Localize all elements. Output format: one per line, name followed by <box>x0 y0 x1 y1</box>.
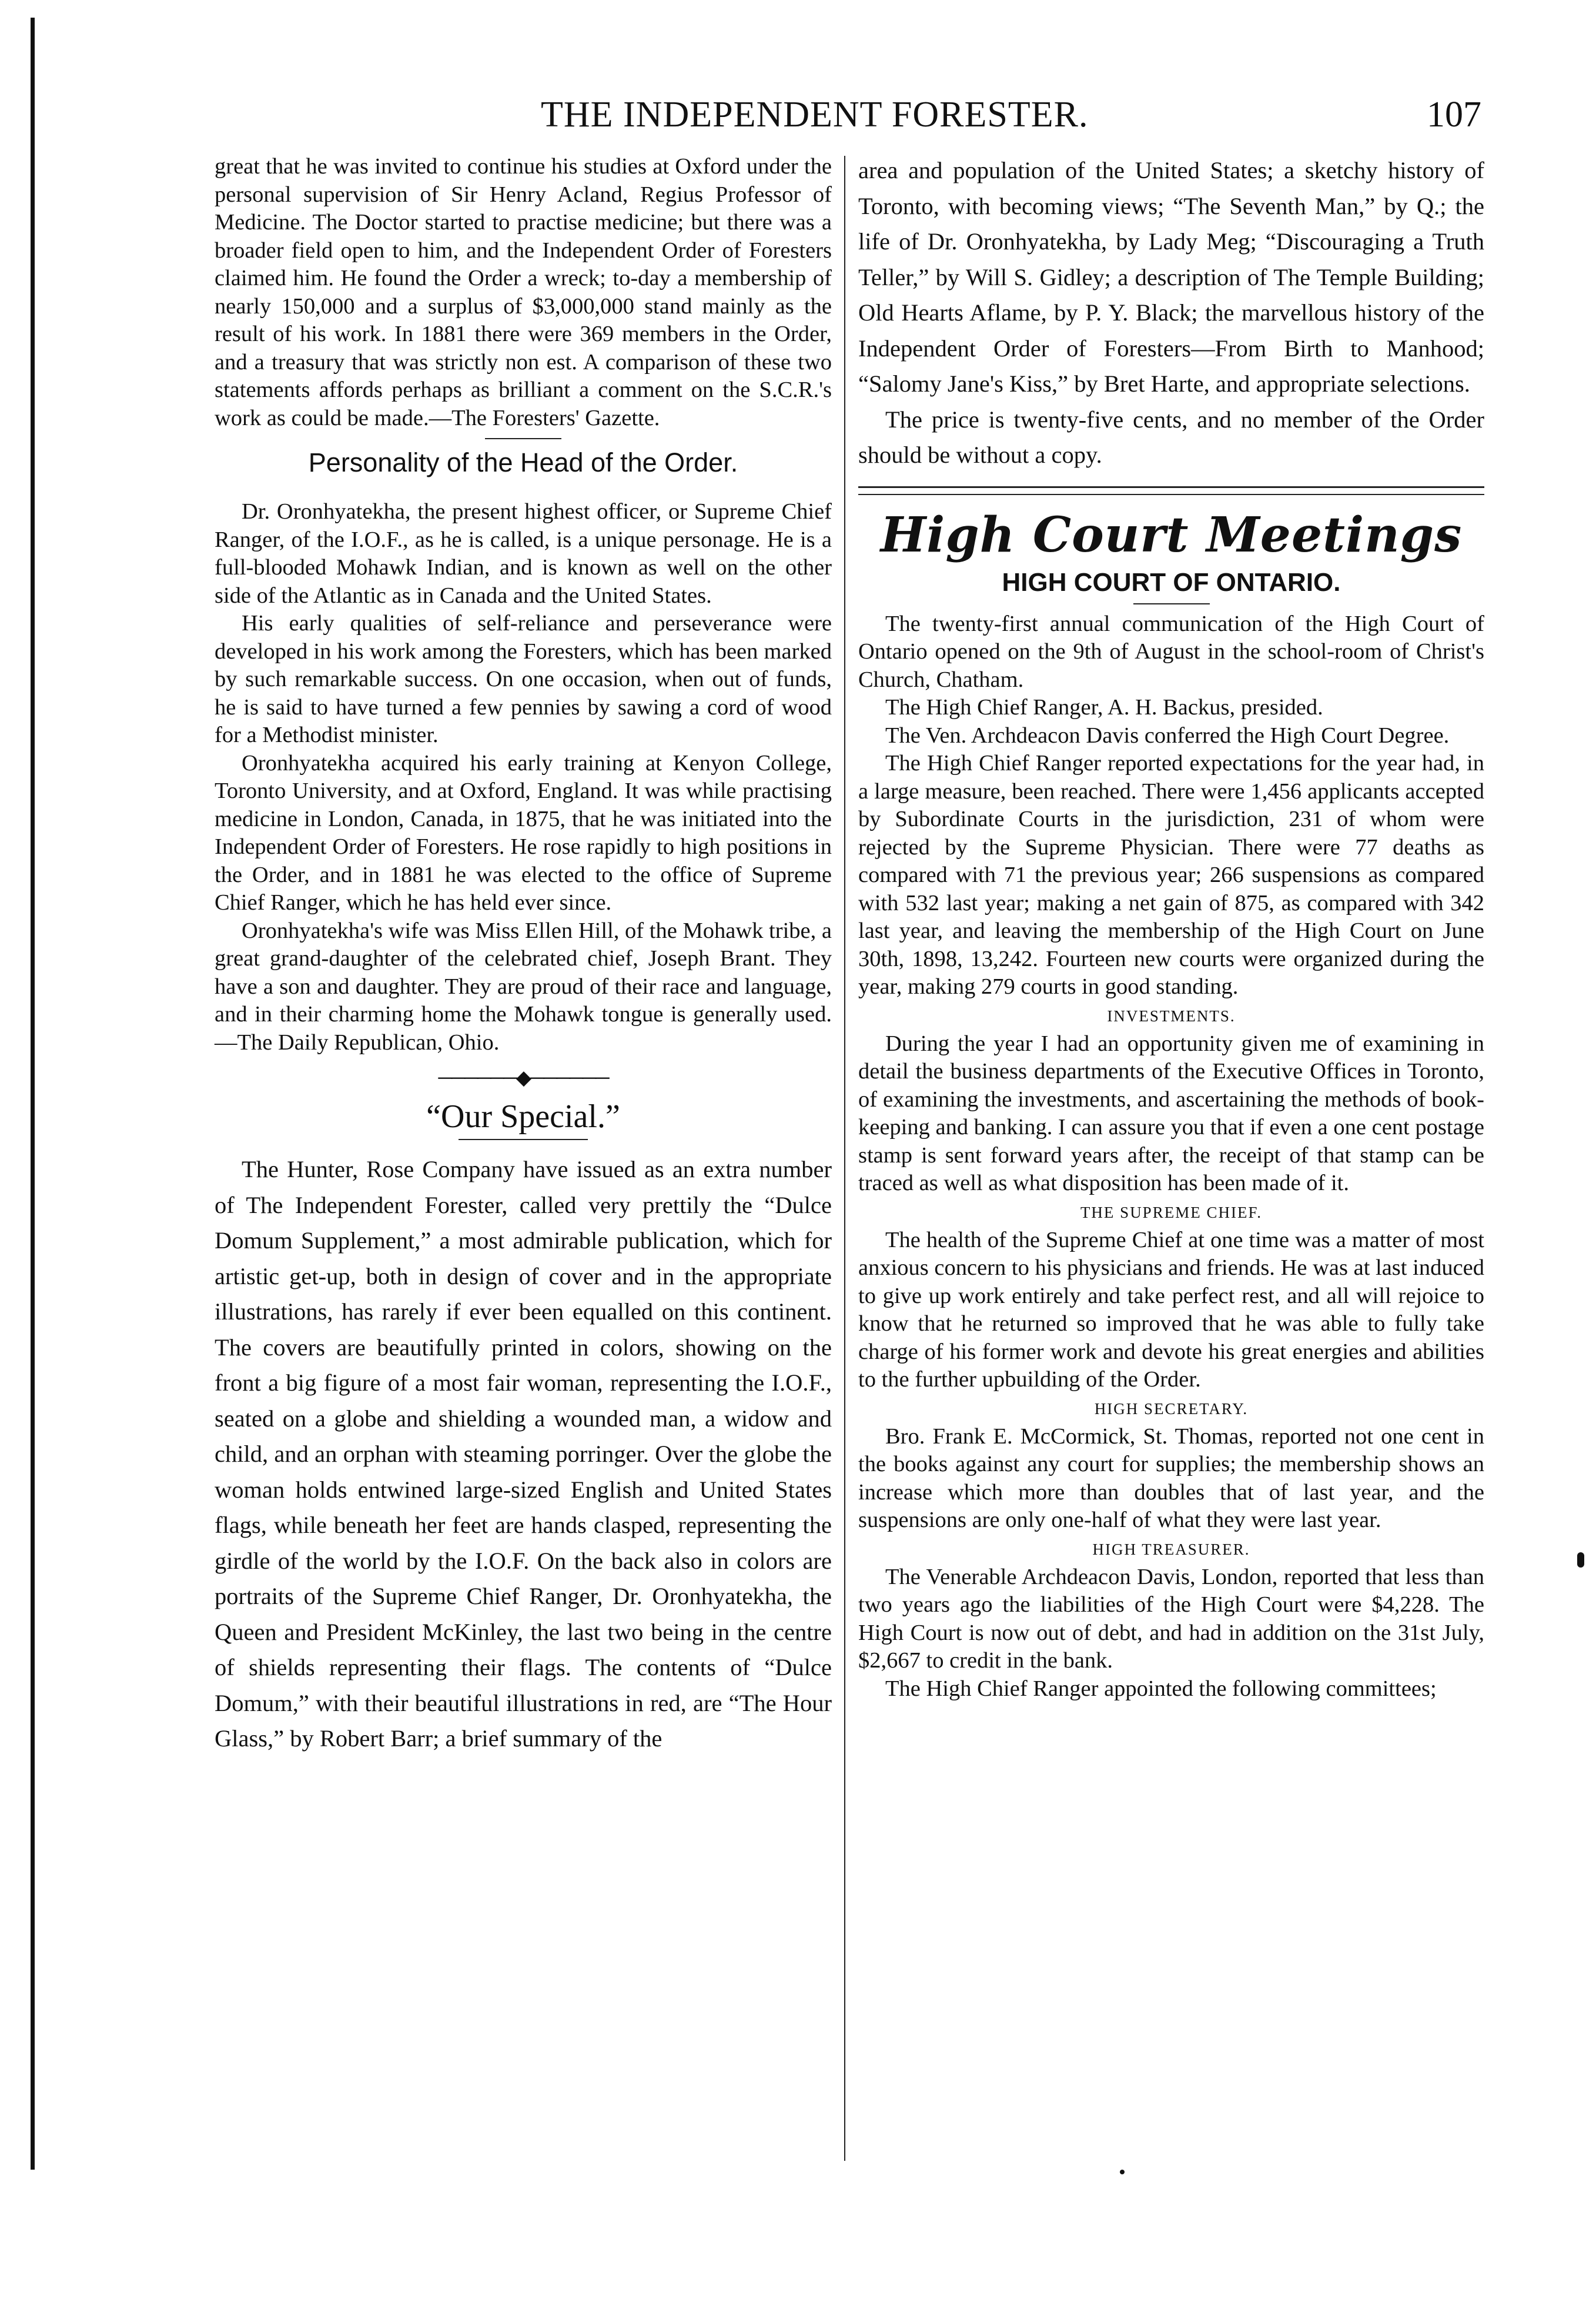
heading-underline <box>459 1139 588 1140</box>
paragraph: The price is twenty-five cents, and no member of the Order should be without a copy. <box>858 406 1484 468</box>
paragraph: great that he was invited to continue his studies at Oxford under the personal supervision of Sir Henry Acland, Regius Professor of Medicine. The Doctor started to practise medicine; but there was a broader field open to him, and the Independent Order of Foresters claimed him. He found the Order a wreck; to-day a membership of nearly 150,000 and a surplus of $3,000,000 stand mainly as the result of his work. In 1881 there were 369 members in the Order, and a treasury that was strictly non est. A comparison of these two statements affords perhaps as brilliant a comment on the S.C.R.'s work as could be made.—The Foresters' Gazette. <box>215 154 832 430</box>
paragraph: During the year I had an opportunity given me of examining in detail the business departments of the Executive Offices in Toronto, of examining the investments, and ascertaining the methods of book-keeping and banking. I can assure you that if even a one cent postage stamp is sent forward years after, the receipt of that stamp can be traced as well as what disposition has been made of it. <box>858 1031 1484 1195</box>
paragraph: The High Chief Ranger appointed the following committees; <box>885 1676 1437 1701</box>
short-rule <box>485 438 561 439</box>
subhead-high-secretary: HIGH SECRETARY. <box>1094 1399 1249 1418</box>
paragraph: The High Chief Ranger, A. H. Backus, presided. <box>885 695 1323 720</box>
running-title: THE INDEPENDENT FORESTER. <box>541 95 1089 135</box>
paragraph: The Hunter, Rose Company have issued as an extra number of The Independent Forester, called very prettily the “Dulce Domum Supplement,” a most admirable publication, which for artistic get-up, both in design of cover and in the appropriate illustrations, has rarely if ever been equalled on this continent. The covers are beautifully printed in colors, showing on the front a big figure of a most fair woman, representing the I.O.F., seated on a globe and shielding a wounded man, a widow and child, and an orphan with steaming porringer. Over the globe the woman holds entwined large-sized English and United States flags, while beneath her feet are hands clasped, representing the girdle of the world by the I.O.F. On the back also in colors are portraits of the Supreme Chief Ranger, Dr. Oronhyatekha, the Queen and President McKinley, the last two being in the centre of shields representing their flags. The contents of “Dulce Domum,” with their beautiful illustrations in red, are “The Hour Glass,” by Robert Barr; a brief summary of the <box>215 1156 832 1752</box>
section-heading-our-special: “Our Special.” <box>426 1098 620 1135</box>
paragraph: Bro. Frank E. McCormick, St. Thomas, reported not one cent in the books against any court for supplies; the membership shows an increase which more than doubles that of last year, and the suspensions are only one-half of what they were last year. <box>858 1423 1484 1532</box>
left-open-block <box>215 1152 832 1757</box>
paragraph: The Ven. Archdeacon Davis conferred the High Court Degree. <box>885 723 1450 748</box>
paragraph: His early qualities of self-reliance and perseverance were developed in his work among the Foresters, which has been marked by such remarkable success. On one occasion, when out of funds, he is said to have turned a few pennies by sawing a cord of wood for a Methodist minister. <box>215 611 832 747</box>
department-heading-high-court-meetings: High Court Meetings <box>880 506 1463 563</box>
subhead-high-treasurer: HIGH TREASURER. <box>1092 1540 1250 1558</box>
left-column <box>215 153 832 1757</box>
subhead-investments: INVESTMENTS. <box>1107 1007 1236 1025</box>
page-number: 107 <box>1427 95 1481 135</box>
right-dense-block <box>858 610 1484 1703</box>
paragraph: Dr. Oronhyatekha, the present highest officer, or Supreme Chief Ranger, of the I.O.F., as he is called, is a unique personage. He is a full-blooded Mohawk Indian, and is known as well on the other side of the Atlantic as in Canada and the United States. <box>215 499 832 608</box>
subhead-supreme-chief: THE SUPREME CHIEF. <box>1080 1203 1263 1221</box>
paragraph: The health of the Supreme Chief at one time was a matter of most anxious concern to his physicians and friends. He was at last induced to give up work entirely and take perfect rest, and all will rejoice to know that he returned so improved that he was able to fully take charge of his former work and devote his great energies and abilities to the further upbuilding of the Order. <box>858 1227 1484 1392</box>
ornament-divider: ──────◆────── <box>438 1067 608 1089</box>
right-open-block <box>858 153 1484 473</box>
paragraph: area and population of the United States; a sketchy history of Toronto, with becoming views; “The Seventh Man,” by Q.; the life of Dr. Oronhyatekha, by Lady Meg; “Discouraging a Truth Teller,” by Will S. Gidley; a description of The Temple Building; Old Hearts Aflame, by P. Y. Black; the marvellous history of the Independent Order of Foresters—From Birth to Manhood; “Salomy Jane's Kiss,” by Bret Harte, and appropriate selections. <box>858 157 1484 397</box>
left-dense-block <box>215 153 832 1057</box>
paragraph: The twenty-first annual communication of the High Court of Ontario opened on the 9th of August in the school-room of Christ's Church, Chatham. <box>858 611 1484 692</box>
page-header <box>212 94 1481 147</box>
short-rule <box>1133 603 1210 604</box>
speck-mark <box>1120 2170 1125 2174</box>
margin-mark <box>1577 1552 1584 1568</box>
binding-edge-rule <box>31 18 35 2170</box>
section-heading-personality: Personality of the Head of the Order. <box>308 447 738 477</box>
paragraph: The High Chief Ranger reported expectations for the year had, in a large measure, been reached. There were 1,456 applicants accepted by Subordinate Courts in the jurisdiction, 231 of whom were rejected by the Supreme Physician. There were 77 deaths as compared with 71 the previous year; 266 suspensions as compared with 532 last year; making a net gain of 875, as compared with 342 last year, and leaving the membership of the High Court on June 30th, 1898, 13,242. Fourteen new courts were organized during the year, making 279 courts in good standing. <box>858 751 1484 999</box>
subheading-high-court-of-ontario: HIGH COURT OF ONTARIO. <box>1002 567 1341 597</box>
paragraph: The Venerable Archdeacon Davis, London, reported that less than two years ago the liabilities of the High Court were $4,228. The High Court is now out of debt, and had in addition on the 31st July, $2,667 to credit in the bank. <box>858 1564 1484 1673</box>
paragraph: Oronhyatekha's wife was Miss Ellen Hill, of the Mohawk tribe, a great grand-daughter of the celebrated chief, Joseph Brant. They have a son and daughter. They are proud of their race and language, and in their charming home the Mohawk tongue is generally used.—The Daily Republican, Ohio. <box>215 918 832 1055</box>
right-column <box>858 153 1484 1703</box>
double-rule <box>858 486 1484 495</box>
paragraph: Oronhyatekha acquired his early training at Kenyon College, Toronto University, and at Oxford, England. It was while practising medicine in London, Canada, in 1875, that he was initiated into the Independent Order of Foresters. He rose rapidly to high positions in the Order, and in 1881 he was elected to the office of Supreme Chief Ranger, which he has held ever since. <box>215 750 832 915</box>
column-divider <box>844 156 845 2161</box>
